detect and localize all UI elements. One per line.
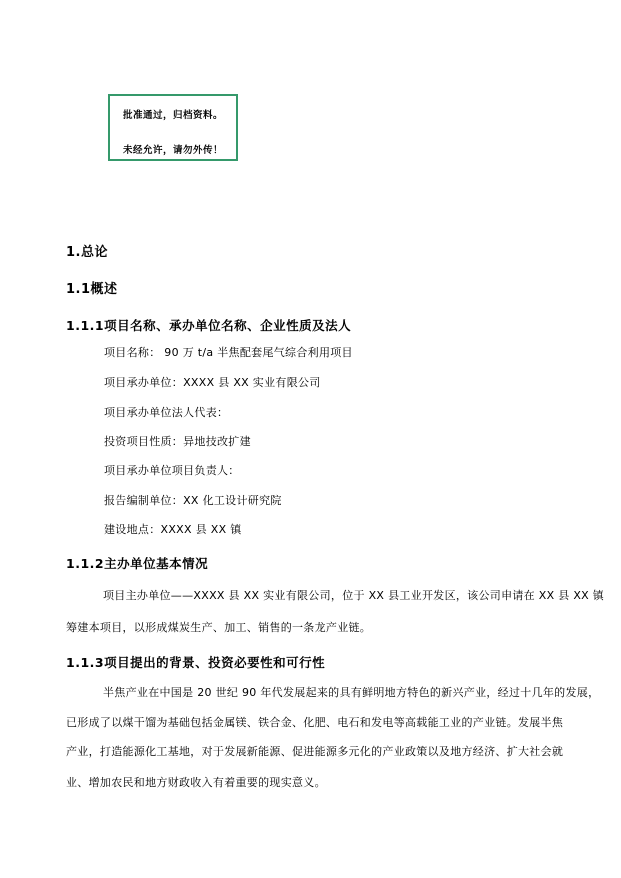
field-legal-representative: 项目承办单位法人代表： — [104, 406, 229, 419]
field-undertaking-unit: 项目承办单位：XXXX 县 XX 实业有限公司 — [104, 376, 321, 389]
stamp-line-1: 批准通过，归档资料。 — [122, 110, 223, 121]
paragraph-1-line-1: 项目主办单位——XXXX 县 XX 实业有限公司，位于 XX 县工业开发区，该公司申请在 XX 县 XX 镇 — [103, 589, 605, 602]
chapter-heading-1: 1.总论 — [66, 245, 108, 260]
paragraph-2-line-4: 业、增加农民和地方财政收入有着重要的现实意义。 — [66, 776, 326, 789]
field-project-manager: 项目承办单位项目负责人： — [104, 464, 240, 477]
section-heading-1-1: 1.1概述 — [66, 282, 118, 297]
section-heading-1-1-1: 1.1.1项目名称、承办单位名称、企业性质及法人 — [66, 318, 352, 333]
field-investment-nature: 投资项目性质：异地技改扩建 — [104, 435, 251, 448]
field-construction-site: 建设地点：XXXX 县 XX 镇 — [104, 523, 242, 536]
section-heading-1-1-2: 1.1.2主办单位基本情况 — [66, 556, 209, 571]
paragraph-1-line-2: 筹建本项目，以形成煤炭生产、加工、销售的一条龙产业链。 — [66, 621, 372, 634]
stamp-line-2: 未经允许，请勿外传！ — [122, 145, 223, 156]
paragraph-2-line-3: 产业，打造能源化工基地，对于发展新能源、促进能源多元化的产业政策以及地方经济、扩大社会就 — [66, 745, 564, 758]
field-report-compiler: 报告编制单位：XX 化工设计研究院 — [104, 494, 282, 507]
paragraph-2-line-2: 已形成了以煤干馏为基础包括金属镁、铁合金、化肥、电石和发电等高载能工业的产业链。发展半焦 — [66, 716, 564, 729]
paragraph-2-line-1: 半焦产业在中国是 20 世纪 90 年代发展起来的具有鲜明地方特色的新兴产业，经过十几年的发展， — [103, 686, 600, 699]
field-project-name: 项目名称： 90 万 t/a 半焦配套尾气综合利用项目 — [104, 346, 353, 359]
approval-stamp-box — [108, 94, 238, 161]
section-heading-1-1-3: 1.1.3项目提出的背景、投资必要性和可行性 — [66, 655, 326, 670]
